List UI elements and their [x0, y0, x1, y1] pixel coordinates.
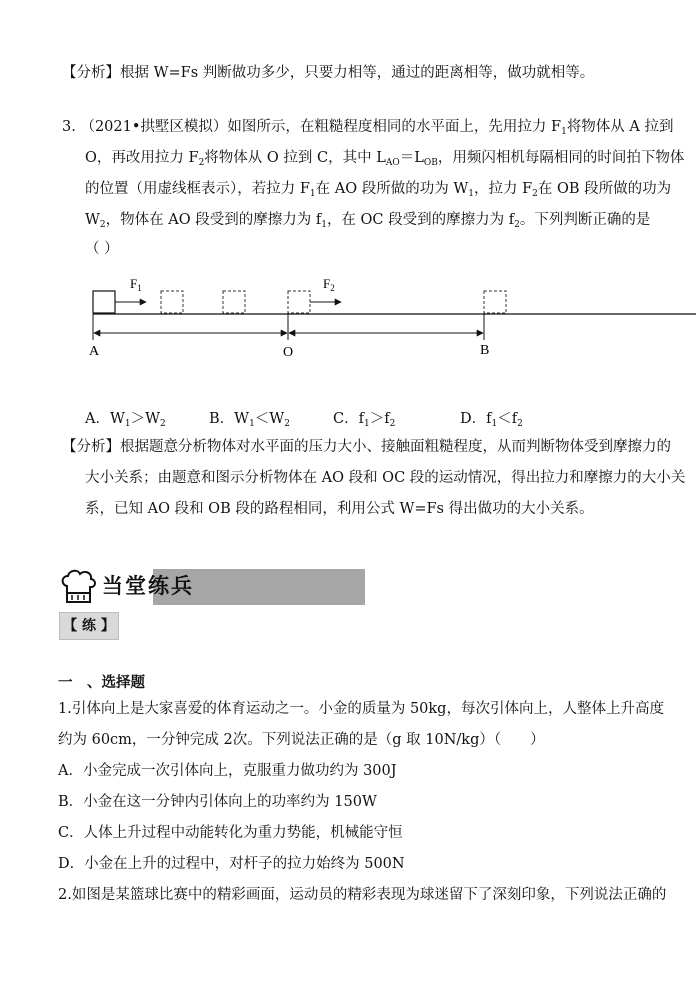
q3-sub: 1 [561, 127, 567, 137]
practice-tag: 【 练 】 [59, 612, 119, 640]
analysis-label: 【分析】 [62, 65, 120, 81]
q3-text: ，拉力 F [473, 181, 533, 197]
q3-text: 在 AO 段所做的功为 W [315, 181, 469, 197]
block-dashed [223, 291, 245, 313]
q3-text: 将物体从 O 拉到 C，其中 L [204, 150, 386, 166]
section-banner [58, 566, 308, 606]
q3-sub: 2 [532, 189, 538, 199]
analysis-label: 【分析】 [62, 439, 120, 455]
physics-diagram [0, 265, 696, 385]
analysis-text: 根据题意分析物体对水平面的压力大小、接触面粗糙程度，从而判断物体受到摩擦力的 [120, 439, 671, 455]
q3-sub: 2 [198, 158, 205, 168]
block-dashed [484, 291, 506, 313]
analysis-2-line-1 [62, 437, 671, 457]
q3-text: W [85, 212, 100, 228]
q3-sub: OB [423, 158, 438, 168]
options-row [85, 409, 523, 434]
question-1-option-b: B．小金在这一分钟内引体向上的功率约为 150W [58, 794, 377, 810]
block-dashed [288, 291, 310, 313]
q3-text: 。下列判断正确的是 [519, 212, 651, 228]
option-c: C．$f_1>f_2$ [333, 411, 396, 429]
option-d: D．$f_1<f_2$ [460, 411, 523, 429]
question-1-line-1: 1.引体向上是大家喜爱的体育运动之一。小金的质量为 50kg，每次引体向上，人整体上升高度 [58, 701, 664, 717]
q3-text: 的位置（用虚线框表示），若拉力 F [85, 181, 310, 197]
question-3-line-1 [62, 117, 674, 142]
block-dashed [161, 291, 183, 313]
question-2-line-1: 2.如图是某篮球比赛中的精彩画面，运动员的精彩表现为球迷留下了深刻印象，下列说法正确的 [58, 887, 667, 903]
q3-sub: 1 [321, 220, 327, 230]
question-3-line-4 [85, 210, 650, 235]
question-1-option-c: C．人体上升过程中动能转化为重力势能，机械能守恒 [58, 825, 403, 841]
q3-text: 3. （2021•拱墅区模拟）如图所示，在粗糙程度相同的水平面上，先用拉力 F [62, 119, 562, 135]
q3-text: ＝L [399, 150, 424, 166]
question-1-option-a: A．小金完成一次引体向上，克服重力做功约为 300J [58, 763, 397, 779]
analysis-2-line-3: 系，已知 AO 段和 OB 段的路程相同，利用公式 W=Fs 得出做功的大小关系。 [85, 501, 594, 517]
question-3-line-3 [85, 179, 671, 204]
force-f2-label: $F_2$ [323, 276, 335, 293]
q3-text: ，在 OC 段受到的摩擦力为 f [326, 212, 515, 228]
q3-sub: AO [385, 158, 400, 168]
q3-sub: 1 [309, 189, 316, 199]
point-o-label: O [283, 345, 294, 360]
q3-text: 将物体从 A 拉到 [566, 119, 674, 135]
point-a-label: A [89, 344, 100, 359]
q3-text: ，用频闪相机每隔相同的时间拍下物体 [437, 150, 685, 166]
q3-sub: 1 [468, 189, 474, 199]
point-b-label: B [480, 343, 490, 358]
q3-sub: 2 [514, 220, 520, 230]
question-1-line-2: 约为 60cm，一分钟完成 2次。下列说法正确的是（g 取 10N/kg）（ ） [58, 732, 545, 748]
question-3-line-2 [85, 148, 684, 173]
analysis-paragraph [62, 63, 594, 83]
section-heading: 一 、选择题 [58, 674, 145, 691]
q3-sub: 2 [99, 220, 106, 230]
analysis-text: 根据 W=Fs 判断做功多少，只要力相等，通过的距离相等，做功就相等。 [120, 65, 595, 81]
banner-title: 当堂练兵 [102, 574, 194, 598]
q3-text: 在 OB 段所做的功为 [537, 181, 672, 197]
block-solid [93, 291, 115, 313]
question-1-option-d: D．小金在上升的过程中，对杆子的拉力始终为 500N [58, 856, 405, 872]
analysis-2-line-2: 大小关系；由题意和图示分析物体在 AO 段和 OC 段的运动情况，得出拉力和摩擦力的大小关 [85, 470, 686, 486]
option-b: B．$W_1<W_2$ [209, 411, 290, 429]
chef-hat-icon [58, 566, 98, 606]
q3-text: O，再改用拉力 F [85, 150, 199, 166]
option-a: A．$W_1>W_2$ [85, 411, 166, 429]
question-3-answer-blank: （ ） [85, 241, 119, 257]
force-f1-label: $F_1$ [130, 276, 142, 293]
q3-text: ，物体在 AO 段受到的摩擦力为 f [105, 212, 322, 228]
